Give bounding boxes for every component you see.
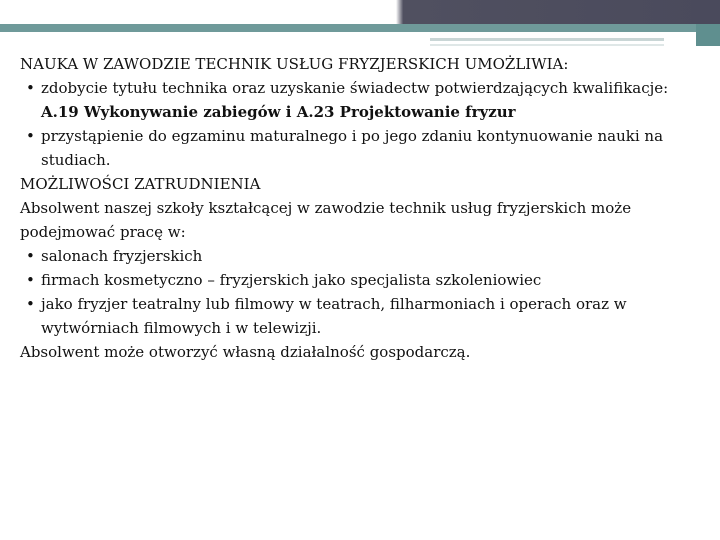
list-item-text: salonach fryzjerskich (41, 247, 203, 265)
list-item (20, 76, 690, 124)
list-item (20, 244, 690, 268)
list-item-text: firmach kosmetyczno – fryzjerskich jako specjalista szkoleniowiec (41, 271, 542, 289)
employment-bullets (20, 244, 690, 340)
section-heading-education: NAUKA W ZAWODZIE TECHNIK USŁUG FRYZJERSKICH UMOŻLIWIA: (20, 55, 569, 73)
list-item-bold-text: A.19 Wykonywanie zabiegów i A.23 Projektowanie fryzur (41, 103, 516, 121)
header-stripe (0, 24, 720, 32)
bullet-icon: • (26, 295, 35, 313)
bullet-icon: • (26, 271, 35, 289)
list-item (20, 292, 690, 340)
bullet-icon: • (26, 247, 35, 265)
employment-intro: Absolwent naszej szkoły kształcącej w zawodzie technik usług fryzjerskich może podejmować pracę w: (20, 199, 632, 241)
header-accent-line-2 (430, 44, 664, 46)
section-heading-employment: MOŻLIWOŚCI ZATRUDNIENIA (20, 175, 261, 193)
list-item (20, 268, 690, 292)
header-band (0, 0, 720, 24)
list-item-text: zdobycie tytułu technika oraz uzyskanie świadectw potwierdzających kwalifikacje: (41, 79, 669, 97)
education-bullets (20, 76, 690, 172)
slide-body (20, 52, 690, 364)
header-corner-block (696, 24, 720, 46)
list-item-text: przystąpienie do egzaminu maturalnego i po jego zdaniu kontynuowanie nauki na studiach. (41, 127, 664, 169)
list-item (20, 124, 690, 172)
header-accent-line (430, 38, 664, 41)
closing-text: Absolwent może otworzyć własną działalność gospodarczą. (20, 343, 471, 361)
bullet-icon: • (26, 79, 35, 97)
bullet-icon: • (26, 127, 35, 145)
list-item-text: jako fryzjer teatralny lub filmowy w teatrach, filharmoniach i operach oraz w wytwórniach filmowych i w telewizji. (41, 295, 627, 337)
